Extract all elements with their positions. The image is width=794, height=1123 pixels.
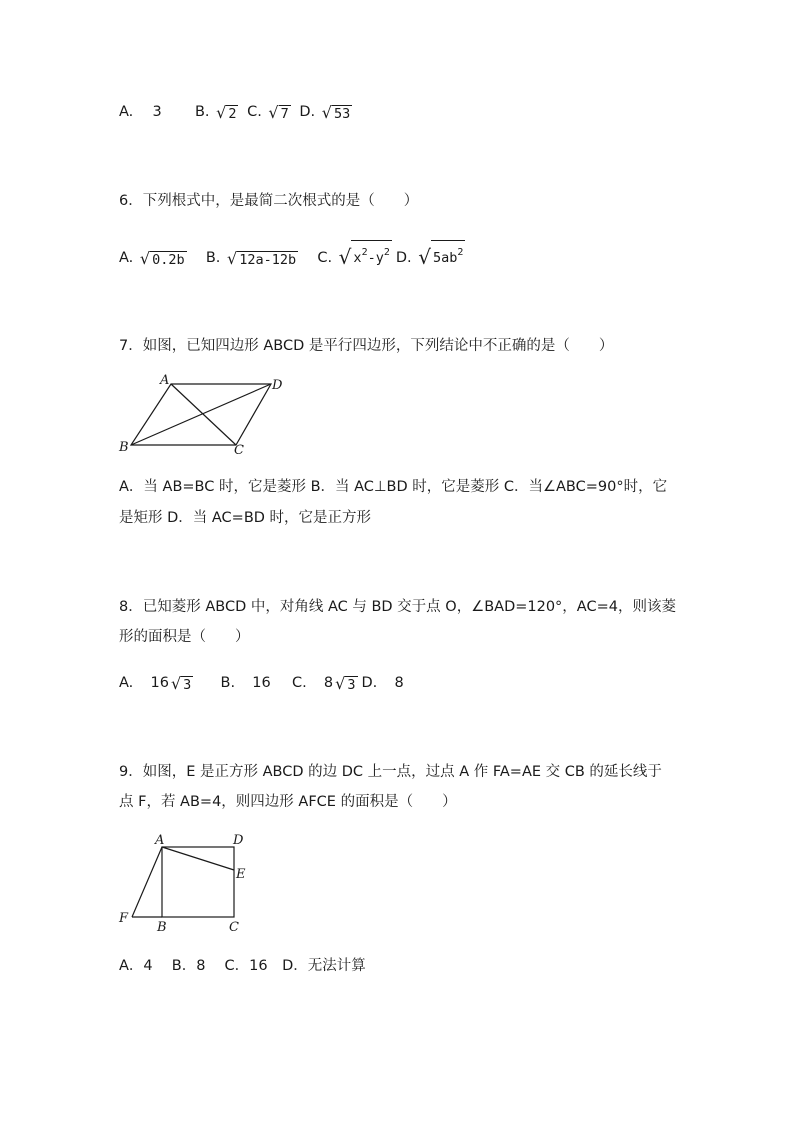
q5-options (119, 102, 356, 122)
q8-option-c-label: C. (291, 675, 307, 691)
q9-label-f: F (119, 911, 129, 926)
q7-label-d: D (272, 378, 283, 393)
q5-option-a-label: A. (119, 104, 134, 120)
q9-label-c: C (229, 920, 239, 935)
q8-option-b-value: 16 (252, 675, 271, 691)
q6-option-b-sqrt: √ 12a-12b (227, 249, 297, 268)
q7-label-b: B (119, 440, 129, 455)
q6-option-a-sqrt: √ 0.2b (139, 249, 185, 268)
q8-options (119, 673, 404, 693)
q7-options-line2: 是矩形 D．当 AC=BD 时，它是正方形 (119, 510, 372, 526)
q8-option-a-sqrt: √ 3 (170, 674, 192, 693)
q9-label-d: D (233, 833, 244, 848)
q8-stem-line2: 形的面积是（ ） (119, 629, 250, 645)
q9-segment-ae (162, 847, 234, 870)
q7-label-c: C (234, 443, 244, 458)
q5-option-b-label: B. (194, 104, 210, 120)
q6-option-c-label: C. (317, 250, 333, 266)
q8-option-d-label: D. (361, 675, 378, 691)
q9-options: A．4 B．8 C．16 D．无法计算 (119, 958, 366, 974)
q6-options (119, 238, 469, 268)
q7-parallelogram-figure (116, 372, 286, 458)
q7-stem: 7．如图，已知四边形 ABCD 是平行四边形，下列结论中不正确的是（ ） (119, 338, 614, 354)
q9-stem-line2: 点 F，若 AB=4，则四边形 AFCE 的面积是（ ） (119, 794, 457, 810)
q7-label-a: A (160, 373, 170, 388)
q5-option-c-label: C. (247, 104, 262, 120)
q5-option-b-sqrt: √ 2 (216, 103, 237, 122)
q9-label-e: E (236, 867, 246, 882)
q9-segment-fa (132, 847, 162, 917)
q9-stem-line1: 9．如图，E 是正方形 ABCD 的边 DC 上一点，过点 A 作 FA=AE 交 CB 的延长线于 (119, 764, 662, 780)
q7-diagonal-bd (131, 384, 271, 445)
q9-label-b: B (157, 920, 167, 935)
q9-label-a: A (155, 833, 165, 848)
q5-option-a-value: 3 (152, 104, 162, 120)
q6-option-a-label: A. (119, 250, 134, 266)
q5-option-d-label: D. (299, 104, 316, 120)
q8-option-a-coef: 16 (150, 675, 169, 691)
q7-options-line1: A．当 AB=BC 时，它是菱形 B．当 AC⊥BD 时，它是菱形 C．当∠ABC=90°时，它 (119, 479, 668, 495)
q6-option-c-sqrt: √ $x^2-y^2$ (339, 238, 392, 266)
q8-option-b-label: B. (220, 675, 236, 691)
q8-option-a-label: A. (119, 675, 134, 691)
q5-option-c-sqrt: √ 7 (268, 103, 289, 122)
q8-option-c-coef: 8 (323, 675, 334, 691)
q5-option-d-sqrt: √ 53 (321, 103, 351, 122)
q7-diagonal-ac (171, 384, 236, 445)
q6-option-d-label: D. (395, 250, 412, 266)
q8-option-c-sqrt: √ 3 (335, 674, 356, 693)
q6-stem: 6．下列根式中，是最简二次根式的是（ ） (119, 193, 419, 209)
q6-option-b-label: B. (205, 250, 221, 266)
q9-square-abcd (162, 847, 234, 917)
q8-option-d-value: 8 (394, 675, 404, 691)
q9-square-figure (116, 830, 256, 940)
q8-stem-line1: 8．已知菱形 ABCD 中，对角线 AC 与 BD 交于点 O，∠BAD=120°，AC=4，则该菱 (119, 599, 676, 615)
q6-option-d-sqrt: √ $5ab^2$ (418, 238, 465, 266)
